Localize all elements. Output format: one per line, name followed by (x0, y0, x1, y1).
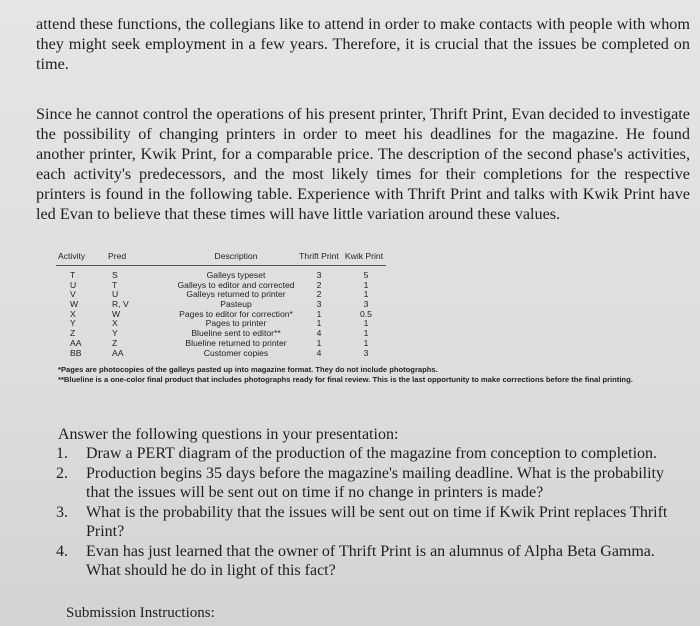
header-rule (56, 265, 386, 266)
question-text: Evan has just learned that the owner of Thrift Print is an alumnus of Alpha Beta Gamma. What should he do in light of this fact? (86, 543, 655, 579)
cell-activity: V (70, 289, 76, 300)
cell-activity: X (70, 308, 76, 319)
question-item (28, 542, 678, 580)
cell-description: Galleys to editor and corrected (177, 279, 295, 290)
question-number: 2. (56, 465, 68, 482)
cell-description: Customer copies (203, 347, 269, 358)
cell-pred: S (112, 270, 118, 280)
table-row (56, 310, 646, 320)
header-kwik-print: Kwik Print (344, 251, 384, 261)
cell-pred: T (112, 279, 118, 290)
footnote-pages: *Pages are photocopies of the galleys pasted up into magazine format. They do not include photographs. (58, 365, 438, 374)
cell-kwik-print: 5 (363, 270, 369, 280)
cell-kwik-print: 1 (363, 279, 369, 290)
cell-thrift-print: 2 (316, 289, 322, 300)
question-number: 1. (56, 445, 68, 462)
activity-table (56, 251, 646, 358)
cell-thrift-print: 2 (316, 279, 322, 290)
cell-kwik-print: 1 (363, 289, 369, 300)
table-row (56, 281, 646, 291)
cell-thrift-print: 4 (316, 328, 322, 339)
question-number: 4. (56, 543, 68, 560)
question-number: 3. (56, 504, 68, 521)
cell-thrift-print: 1 (316, 308, 322, 319)
question-text: What is the probability that the issues will be sent out on time if Kwik Print replaces Thrift Print? (86, 504, 668, 540)
header-activity: Activity (58, 251, 86, 261)
cell-kwik-print: 0.5 (360, 308, 372, 319)
cell-activity: BB (70, 347, 82, 358)
cell-pred: AA (112, 347, 124, 358)
cell-activity: Y (70, 318, 76, 329)
cell-pred: Z (112, 337, 118, 348)
case-paragraph: Since he cannot control the operations of his present printer, Thrift Print, Evan decided to investigate the possibility of changing printers in order to meet his deadlines for the magazine. He found another printer, Kwik Print, for a comparable price. The description of the second phase's activities, each activity's predecessors, and the most likely times for their completions for the respective printers is found in the following table. Experience with Thrift Print and talks with Kwik Print have led Evan to believe that these times will have little variation around these values. (36, 105, 690, 223)
table-row (56, 349, 646, 359)
table-row (56, 329, 646, 339)
cell-thrift-print: 1 (316, 337, 322, 348)
question-text: Draw a PERT diagram of the production of the magazine from conception to completion. (86, 445, 658, 462)
question-item (28, 444, 678, 463)
cell-thrift-print: 3 (316, 299, 322, 310)
cell-thrift-print: 3 (316, 270, 322, 280)
cell-kwik-print: 1 (363, 318, 369, 329)
footnote-blueline: **Blueline is a one-color final product that includes photographs ready for final review. This is the last opportunity to make corrections before the final printing. (58, 375, 633, 384)
cell-pred: R, V (112, 299, 129, 310)
cell-pred: X (112, 318, 118, 329)
cell-activity: W (70, 299, 79, 310)
cell-activity: AA (70, 337, 82, 348)
table-row (56, 319, 646, 329)
table-row (56, 290, 646, 300)
table-row (56, 339, 646, 349)
cell-kwik-print: 3 (363, 299, 369, 310)
table-body (56, 271, 646, 358)
cell-activity: U (70, 279, 77, 290)
question-item (28, 464, 678, 502)
cell-kwik-print: 1 (363, 328, 369, 339)
cell-thrift-print: 4 (316, 347, 322, 358)
submission-heading: Submission Instructions: (66, 605, 215, 621)
table-header (56, 252, 646, 268)
cell-description: Blueline sent to editor** (191, 328, 281, 339)
intro-paragraph: attend these functions, the collegians like to attend in order to make contacts with people with whom they might seek employment in a few years. Therefore, it is crucial that the issues be completed on time. (36, 15, 690, 73)
cell-pred: Y (112, 328, 118, 339)
header-description: Description (214, 251, 258, 261)
questions-intro: Answer the following questions in your presentation: (58, 426, 399, 443)
cell-kwik-print: 3 (363, 347, 369, 358)
header-thrift-print: Thrift Print (299, 251, 339, 261)
question-text: Production begins 35 days before the magazine's mailing deadline. What is the probability that the issues will be sent out on time if no change in printers is made? (86, 465, 664, 501)
cell-thrift-print: 1 (316, 318, 322, 329)
cell-description: Pages to editor for correction* (179, 308, 293, 319)
question-item (28, 503, 678, 541)
cell-activity: Z (70, 328, 76, 339)
table-row (56, 300, 646, 310)
cell-pred: U (112, 289, 119, 300)
cell-description: Pages to printer (205, 318, 267, 329)
cell-description: Pasteup (220, 299, 252, 310)
cell-description: Galleys typeset (206, 270, 266, 280)
table-footnotes (58, 365, 698, 385)
questions-list (28, 444, 678, 581)
cell-activity: T (70, 270, 76, 280)
header-pred: Pred (108, 251, 127, 261)
cell-description: Galleys returned to printer (186, 289, 286, 300)
cell-pred: W (112, 308, 121, 319)
table-row (56, 271, 646, 281)
cell-description: Blueline returned to printer (185, 337, 287, 348)
cell-kwik-print: 1 (363, 337, 369, 348)
